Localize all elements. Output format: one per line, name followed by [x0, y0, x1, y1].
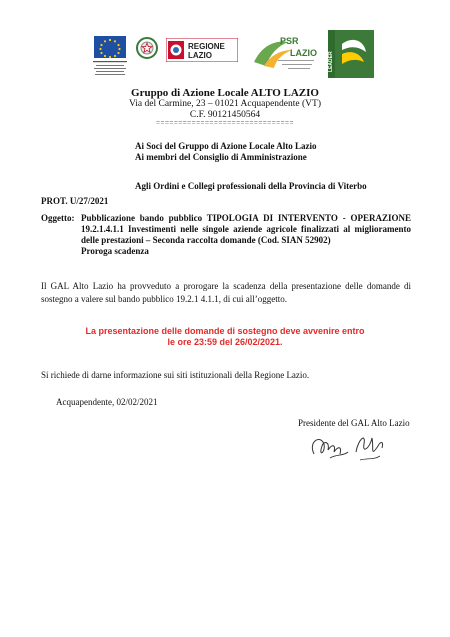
subject-secondary: Proroga scadenza: [81, 246, 149, 256]
organization-title: Gruppo di Azione Locale ALTO LAZIO: [131, 87, 319, 99]
header-divider: ===============================: [156, 119, 294, 127]
deadline-notice-line: le ore 23:59 del 26/02/2021.: [167, 337, 283, 347]
signature-icon: [300, 424, 400, 469]
svg-text:LEADER: LEADER: [328, 51, 334, 72]
subject-main: Pubblicazione bando pubblico TIPOLOGIA DI INTERVENTO - OPERAZIONE 19.2.1.4.1.1 Investimenti nelle singole aziende agricole finalizzati al miglioramento delle prestazioni – Seconda raccolta domande (Cod. SIAN 52902): [81, 213, 411, 245]
signatory-title: Presidente del GAL Alto Lazio: [298, 418, 410, 428]
logo-strip: [90, 30, 380, 78]
place-date: Acquapendente, 02/02/2021: [56, 397, 158, 407]
svg-text:LAZIO: LAZIO: [290, 48, 317, 58]
subject-text: [81, 213, 411, 257]
recipient-line: Agli Ordini e Collegi professionali della Provincia di Viterbo: [135, 181, 367, 191]
regione-lazio-logo-icon: [166, 38, 238, 62]
italian-republic-emblem-icon: [136, 36, 158, 60]
svg-text:LAZIO: LAZIO: [188, 51, 212, 60]
info-request: Si richiede di darne informazione sui siti istituzionali della Regione Lazio.: [41, 370, 310, 380]
svg-text:PSR: PSR: [280, 36, 299, 46]
organization-address: Via del Carmine, 23 – 01021 Acquapendente (VT): [128, 99, 321, 109]
deadline-notice-line: La presentazione delle domande di sostegno deve avvenire entro: [85, 326, 365, 336]
svg-text:REGIONE: REGIONE: [188, 42, 225, 51]
protocol-number: PROT. U/27/2021: [41, 196, 109, 206]
leader-logo-icon: [328, 30, 374, 78]
recipient-line: Ai membri del Consiglio di Amministrazione: [135, 152, 307, 162]
psr-lazio-logo-icon: [248, 32, 318, 76]
body-paragraph: Il GAL Alto Lazio ha provveduto a prorogare la scadenza della presentazione delle domande di sostegno a valere sul bando pubblico 19.2.1 4.1.1, di cui all’oggetto.: [41, 281, 411, 304]
subject-label: Oggetto:: [41, 213, 75, 223]
eu-flag-icon: [90, 36, 130, 78]
fiscal-code: C.F. 90121450564: [189, 110, 261, 120]
recipient-line: Ai Soci del Gruppo di Azione Locale Alto Lazio: [135, 141, 317, 151]
